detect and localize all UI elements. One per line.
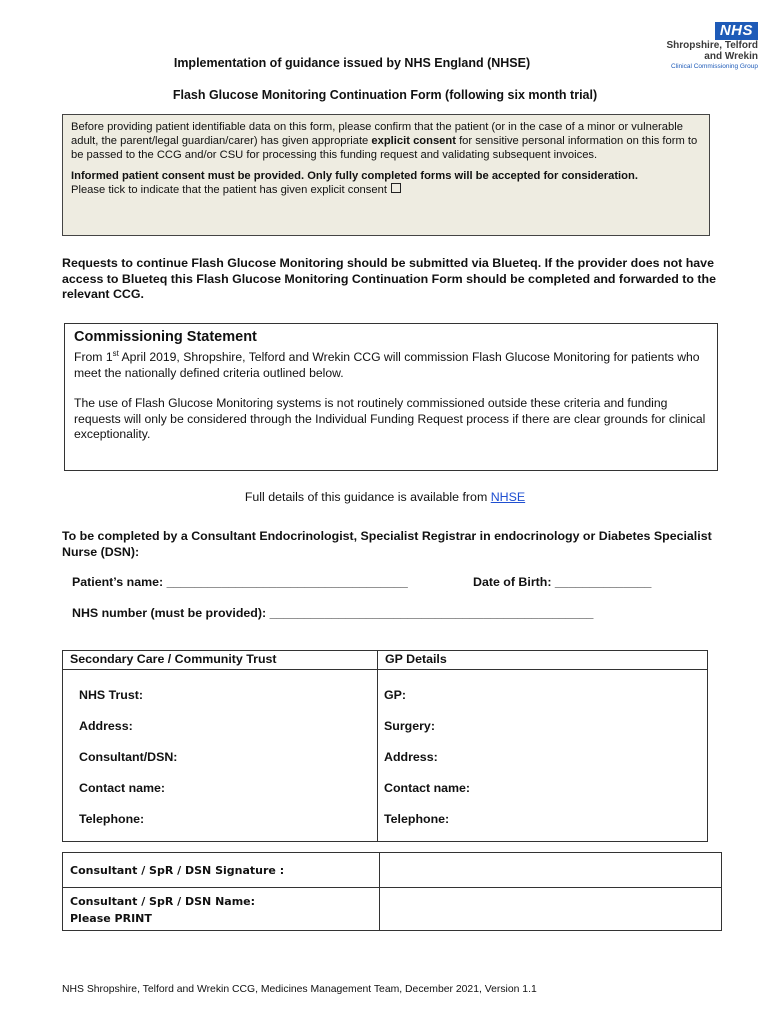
- name-label-cell: [63, 888, 380, 931]
- consent-requirement: Informed patient consent must be provided. Only fully completed forms will be accepted for consideration.: [71, 169, 638, 182]
- consent-tick-row: [71, 183, 701, 197]
- patient-name-field[interactable]: Patient’s name: ___________________________________: [72, 575, 408, 589]
- signature-input[interactable]: [380, 853, 722, 888]
- nhs-logo-badge: NHS: [715, 22, 758, 40]
- gp-field[interactable]: GP:: [384, 688, 407, 702]
- name-print-note: Please PRINT: [70, 912, 152, 925]
- nhs-logo: [638, 22, 758, 71]
- page-title: Implementation of guidance issued by NHS England (NHSE): [173, 56, 531, 70]
- commissioning-paragraph-2: The use of Flash Glucose Monitoring systems is not routinely commissioned outside these criteria and funding requests will only be considered through the Individual Funding Request process if there are clear grounds for clinical exceptionality.: [74, 396, 706, 442]
- signature-label: Consultant / SpR / DSN Signature :: [63, 853, 380, 888]
- logo-ccg-line: Clinical Commissioning Group: [670, 63, 758, 70]
- name-input[interactable]: [380, 888, 722, 931]
- nhs-number-field[interactable]: NHS number (must be provided): _______________________________________________: [72, 606, 594, 620]
- nhse-link[interactable]: NHSE: [490, 490, 526, 504]
- explicit-consent-emphasis: explicit consent: [371, 135, 456, 148]
- secondary-care-header: Secondary Care / Community Trust: [63, 651, 378, 670]
- signature-table: [62, 852, 722, 931]
- trust-contact-name-field[interactable]: Contact name:: [79, 781, 166, 795]
- date-of-birth-field[interactable]: Date of Birth: ______________: [473, 575, 652, 589]
- form-title: Flash Glucose Monitoring Continuation Form (following six month trial): [172, 88, 598, 102]
- consent-paragraph: Before providing patient identifiable data on this form, please confirm that the patient (or in the case of a minor or vulnerable adult, the parent/legal guardian/carer) has given appropriate explicit consent for sensitive personal information on this form to be passed to the CCG and/or CSU for processing this funding request and validating subsequent invoices.: [71, 121, 698, 162]
- gp-details-fields: [378, 670, 708, 842]
- commissioning-heading: Commissioning Statement: [74, 329, 257, 345]
- trust-address-field[interactable]: Address:: [79, 719, 133, 733]
- commissioning-paragraph-1: From 1st April 2019, Shropshire, Telford and Wrekin CCG will commission Flash Glucose Monitoring for patients who meet the nationally defined criteria outlined below.: [74, 349, 700, 380]
- blueteq-instructions: Requests to continue Flash Glucose Monitoring should be submitted via Blueteq. If the provider does not have access to Blueteq this Flash Glucose Monitoring Continuation Form should be completed and forwarded to the relevant CCG.: [62, 256, 716, 301]
- gp-contact-name-field[interactable]: Contact name:: [384, 781, 471, 795]
- logo-org-line1: Shropshire, Telford: [666, 40, 758, 51]
- consultant-dsn-field[interactable]: Consultant/DSN:: [79, 750, 178, 764]
- name-label: Consultant / SpR / DSN Name:: [70, 895, 256, 908]
- gp-details-header: GP Details: [378, 651, 708, 670]
- consent-checkbox[interactable]: [391, 183, 401, 193]
- gp-telephone-field[interactable]: Telephone:: [384, 812, 450, 826]
- nhs-trust-field[interactable]: NHS Trust:: [79, 688, 144, 702]
- secondary-care-fields: [63, 670, 378, 842]
- logo-org-line2: and Wrekin: [704, 51, 758, 62]
- consent-tick-label: Please tick to indicate that the patient has given explicit consent: [71, 183, 387, 196]
- gp-address-field[interactable]: Address:: [384, 750, 438, 764]
- consent-box: [62, 114, 710, 236]
- guidance-line: Full details of this guidance is available from NHSE: [244, 490, 526, 504]
- commissioning-statement-box: [64, 323, 718, 471]
- surgery-field[interactable]: Surgery:: [384, 719, 435, 733]
- trust-telephone-field[interactable]: Telephone:: [79, 812, 145, 826]
- completion-heading: To be completed by a Consultant Endocrinologist, Specialist Registrar in endocrinology or Diabetes Specialist Nurse (DSN):: [62, 529, 712, 559]
- footer-text: NHS Shropshire, Telford and Wrekin CCG, Medicines Management Team, December 2021, Version 1.1: [62, 984, 537, 995]
- details-table: [62, 650, 708, 842]
